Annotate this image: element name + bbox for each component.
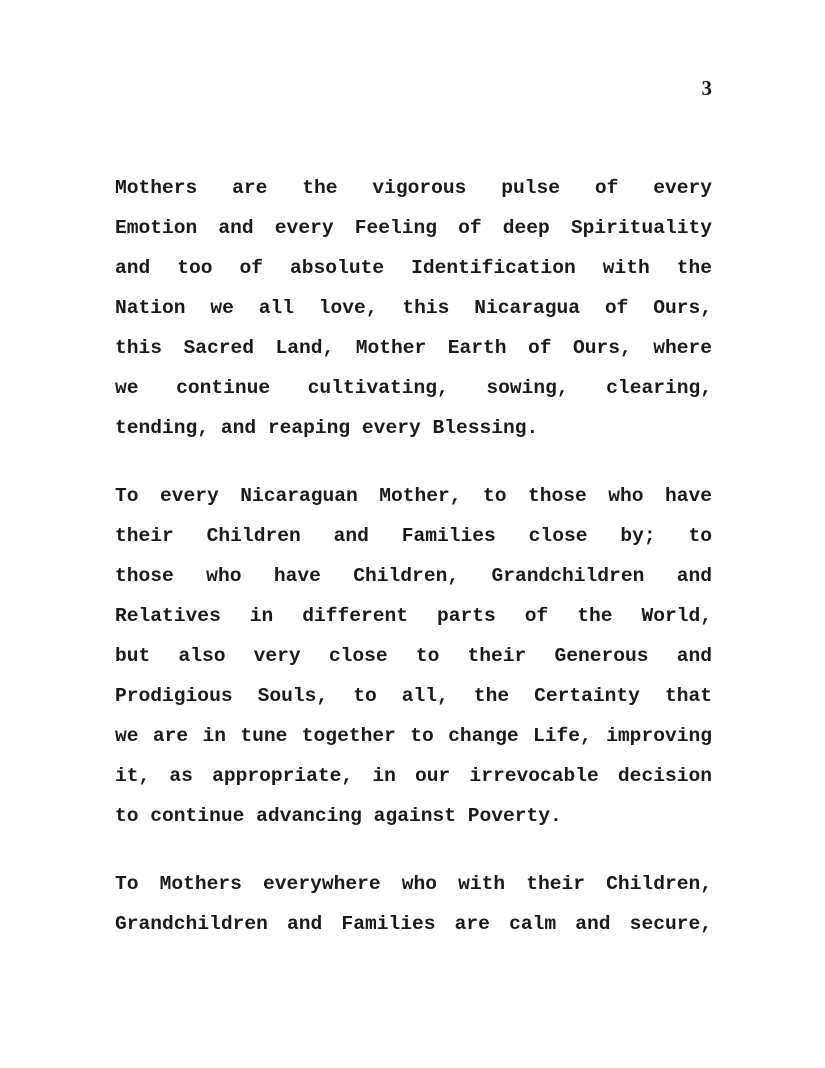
paragraph-3	[115, 871, 712, 951]
text-line: and too of absolute Identification with the	[115, 257, 712, 279]
text-line: their Children and Families close by; to	[115, 525, 712, 547]
text-line: we continue cultivating, sowing, clearing,	[115, 377, 712, 399]
paragraph-2	[115, 483, 712, 843]
page-number: 3	[701, 76, 712, 100]
text-line: but also very close to their Generous and	[115, 645, 712, 667]
document-body	[115, 175, 712, 979]
text-line: those who have Children, Grandchildren and	[115, 565, 712, 587]
text-line: Emotion and every Feeling of deep Spirituality	[115, 217, 712, 239]
text-line: tending, and reaping every Blessing.	[115, 417, 539, 439]
text-line: To every Nicaraguan Mother, to those who have	[115, 485, 712, 507]
text-line: Prodigious Souls, to all, the Certainty that	[115, 685, 712, 707]
paragraph-1	[115, 175, 712, 455]
text-line: To Mothers everywhere who with their Children,	[115, 873, 712, 895]
text-line: this Sacred Land, Mother Earth of Ours, where	[115, 337, 712, 359]
text-line: to continue advancing against Poverty.	[115, 805, 562, 827]
text-line: Nation we all love, this Nicaragua of Ours,	[115, 297, 712, 319]
text-line: we are in tune together to change Life, improving	[115, 725, 712, 747]
text-line: Mothers are the vigorous pulse of every	[115, 177, 712, 199]
text-line: it, as appropriate, in our irrevocable decision	[115, 765, 712, 787]
text-line: Grandchildren and Families are calm and secure,	[115, 913, 712, 935]
text-line: Relatives in different parts of the World,	[115, 605, 712, 627]
